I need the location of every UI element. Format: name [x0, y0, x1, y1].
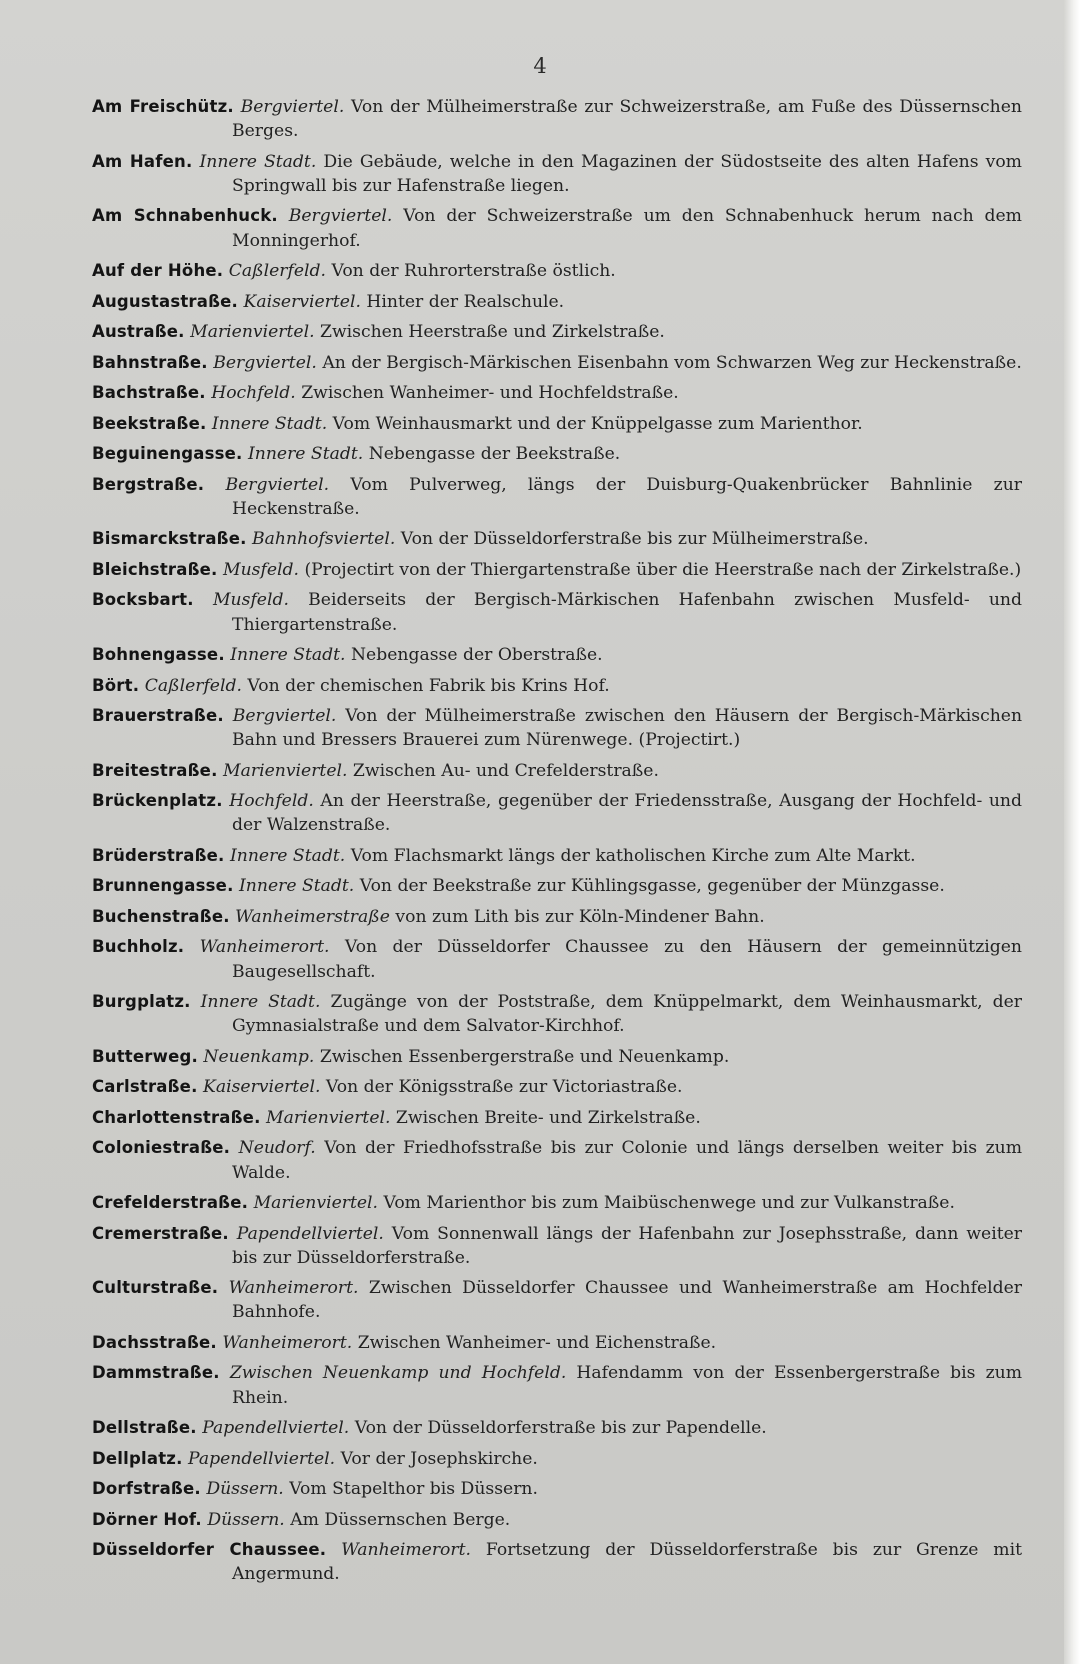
entry-description: von zum Lith bis zur Köln-Mindener Bahn.: [395, 906, 765, 927]
directory-entry: [92, 320, 1022, 344]
directory-entry: [92, 1538, 1022, 1586]
directory-entry: [92, 473, 1022, 521]
directory-entry: [92, 1106, 1022, 1130]
street-name: Buchholz.: [92, 937, 185, 957]
street-name: Beguinengasse.: [92, 444, 243, 464]
directory-entry: [92, 150, 1022, 198]
directory-entry: [92, 643, 1022, 667]
district-name: Papendellviertel.: [188, 1448, 336, 1469]
street-name: Düsseldorfer Chaussee.: [92, 1540, 327, 1560]
district-name: Wanheimerort.: [222, 1332, 353, 1353]
directory-entry: [92, 527, 1022, 551]
district-name: Caßlerfeld.: [144, 675, 242, 696]
entry-description: Zugänge von der Poststraße, dem Knüppelmarkt, dem Weinhausmarkt, der Gymnasialstraße und dem Salvator-Kirchhof.: [232, 992, 1022, 1037]
district-name: Musfeld.: [222, 559, 299, 580]
street-name: Brunnengasse.: [92, 876, 234, 896]
entry-description: Vom Sonnenwall längs der Hafenbahn zur Josephsstraße, dann weiter bis zur Düsseldorferstraße.: [232, 1223, 1022, 1268]
street-name: Am Freischütz.: [92, 97, 234, 116]
page-number: 4: [533, 54, 547, 78]
directory-entry: [92, 1222, 1022, 1270]
directory-entry: [92, 588, 1022, 636]
street-name: Butterweg.: [92, 1046, 198, 1066]
district-name: Bahnhofsviertel.: [252, 529, 396, 550]
street-name: Crefelderstraße.: [92, 1193, 249, 1213]
street-name: Coloniestraße.: [92, 1138, 231, 1158]
directory-entry: [92, 290, 1022, 314]
directory-entry: [92, 905, 1022, 929]
street-name: Beekstraße.: [92, 413, 207, 433]
entry-description: Beiderseits der Bergisch-Märkischen Hafenbahn zwischen Musfeld- und Thiergartenstraße.: [232, 590, 1022, 635]
entry-description: Zwischen Breite- und Zirkelstraße.: [395, 1107, 701, 1128]
street-name: Culturstraße.: [92, 1278, 219, 1298]
entry-description: Zwischen Düsseldorfer Chaussee und Wanheimerstraße am Hochfelder Bahnhofe.: [232, 1278, 1023, 1323]
entry-description: Vom Weinhausmarkt und der Knüppelgasse zum Marienthor.: [332, 413, 863, 434]
directory-entry: [92, 1331, 1022, 1355]
entry-description: Vom Marienthor bis zum Maibüschenwege und zur Vulkanstraße.: [383, 1193, 955, 1214]
directory-entry: [92, 1447, 1022, 1471]
directory-entry: [92, 1045, 1022, 1069]
entry-description: Von der Düsseldorferstraße bis zur Papendelle.: [354, 1418, 767, 1439]
street-name: Bohnengasse.: [92, 645, 225, 665]
street-name: Augustastraße.: [92, 291, 239, 311]
directory-entry: [92, 1477, 1022, 1501]
street-name: Dachsstraße.: [92, 1332, 217, 1352]
district-name: Caßlerfeld.: [228, 261, 327, 282]
district-name: Innere Stadt.: [230, 645, 346, 666]
street-name: Cremerstraße.: [92, 1223, 229, 1243]
entry-description: Vor der Josephskirche.: [340, 1448, 538, 1469]
entry-description: Zwischen Heerstraße und Zirkelstraße.: [320, 322, 665, 343]
directory-entry: [92, 844, 1022, 868]
street-name: Dellplatz.: [92, 1448, 183, 1468]
directory-entry: [92, 759, 1022, 783]
street-name: Charlottenstraße.: [92, 1107, 261, 1127]
district-name: Wanheimerort.: [341, 1540, 471, 1561]
entry-description: Nebengasse der Beekstraße.: [368, 444, 621, 465]
entry-description: Von der Schweizerstraße um den Schnabenhuck herum nach dem Monningerhof.: [232, 206, 1022, 251]
entry-description: Hinter der Realschule.: [366, 291, 565, 312]
district-name: Innere Stadt.: [200, 992, 321, 1013]
directory-entry: [92, 935, 1022, 983]
entry-description: Zwischen Au- und Crefelderstraße.: [352, 760, 659, 781]
entry-description: Vom Flachsmarkt längs der katholischen Kirche zum Alte Markt.: [350, 845, 916, 866]
street-name: Dörner Hof.: [92, 1509, 202, 1529]
street-name: Bismarckstraße.: [92, 529, 247, 549]
street-name: Am Schnabenhuck.: [92, 206, 278, 226]
directory-entry: [92, 874, 1022, 898]
entry-description: Von der Mülheimerstraße zwischen den Häusern der Bergisch-Märkischen Bahn und Bressers Brauerei zum Nürenwege. (Projectirt.): [232, 706, 1023, 751]
entry-description: Vom Pulverweg, längs der Duisburg-Quakenbrücker Bahnlinie zur Heckenstraße.: [232, 474, 1023, 519]
street-directory: [92, 95, 1022, 1593]
directory-entry: [92, 381, 1022, 405]
district-name: Hochfeld.: [229, 791, 314, 812]
street-name: Am Hafen.: [92, 151, 193, 171]
district-name: Papendellviertel.: [236, 1223, 384, 1244]
directory-entry: [92, 789, 1022, 837]
directory-entry: [92, 259, 1022, 283]
entry-description: Von der Düsseldorfer Chaussee zu den Häusern der gemeinnützigen Baugesellschaft.: [232, 937, 1022, 982]
district-name: Neuenkamp.: [203, 1046, 315, 1067]
district-name: Wanheimerort.: [199, 937, 330, 958]
entry-description: Von der Ruhrorterstraße östlich.: [331, 261, 616, 282]
district-name: Bergviertel.: [240, 97, 345, 117]
directory-entry: [92, 1276, 1022, 1324]
directory-entry: [92, 1416, 1022, 1440]
district-name: Marienviertel.: [253, 1193, 379, 1214]
street-name: Auf der Höhe.: [92, 261, 224, 281]
directory-entry: [92, 412, 1022, 436]
district-name: Innere Stadt.: [247, 444, 364, 465]
entry-description: Hafendamm von der Essenbergerstraße bis zum Rhein.: [232, 1363, 1022, 1408]
directory-entry: [92, 351, 1022, 375]
entry-description: Zwischen Essenbergerstraße und Neuenkamp.: [319, 1046, 730, 1067]
district-name: Bergviertel.: [225, 474, 330, 495]
entry-description: Von der Beekstraße zur Kühlingsgasse, gegenüber der Münzgasse.: [359, 876, 945, 897]
district-name: Neudorf.: [238, 1138, 316, 1159]
district-name: Innere Stadt.: [211, 413, 328, 434]
directory-entry: [92, 442, 1022, 466]
district-name: Marienviertel.: [190, 322, 315, 343]
entry-description: Zwischen Wanheimer- und Eichenstraße.: [357, 1332, 717, 1353]
entry-description: Vom Stapelthor bis Düssern.: [289, 1479, 538, 1500]
page-edge: [1064, 0, 1080, 1664]
directory-entry: [92, 704, 1022, 752]
street-name: Bahnstraße.: [92, 352, 208, 372]
district-name: Innere Stadt.: [239, 876, 355, 897]
street-name: Dellstraße.: [92, 1418, 197, 1438]
street-name: Brückenplatz.: [92, 791, 223, 811]
entry-description: An der Bergisch-Märkischen Eisenbahn vom Schwarzen Weg zur Heckenstraße.: [322, 352, 1022, 373]
directory-entry: [92, 204, 1022, 252]
street-name: Bachstraße.: [92, 383, 206, 403]
district-name: Musfeld.: [212, 590, 289, 611]
entry-description: Fortsetzung der Düsseldorferstraße bis zur Grenze mit Angermund.: [232, 1540, 1022, 1585]
directory-entry: [92, 558, 1022, 582]
district-name: Düssern.: [206, 1479, 284, 1500]
street-name: Burgplatz.: [92, 992, 191, 1012]
street-name: Breitestraße.: [92, 760, 218, 780]
directory-entry: [92, 990, 1022, 1038]
street-name: Dorfstraße.: [92, 1479, 201, 1499]
street-name: Buchenstraße.: [92, 906, 230, 926]
entry-description: Von der chemischen Fabrik bis Krins Hof.: [247, 675, 610, 696]
entry-description: Von der Friedhofsstraße bis zur Colonie und längs derselben weiter bis zum Walde.: [232, 1138, 1022, 1183]
entry-description: Von der Düsseldorferstraße bis zur Mülheimerstraße.: [400, 529, 869, 550]
directory-entry: [92, 674, 1022, 698]
directory-entry: [92, 95, 1022, 143]
district-name: Düssern.: [207, 1509, 285, 1530]
district-name: Bergviertel.: [213, 352, 317, 373]
street-name: Austraße.: [92, 322, 185, 342]
street-name: Dammstraße.: [92, 1363, 220, 1383]
entry-description: (Projectirt von der Thiergartenstraße über die Heerstraße nach der Zirkelstraße.): [304, 559, 1022, 580]
street-name: Brauerstraße.: [92, 706, 224, 726]
district-name: Hochfeld.: [211, 383, 296, 404]
district-name: Kaiserviertel.: [203, 1077, 321, 1098]
district-name: Bergviertel.: [288, 206, 393, 227]
district-name: Marienviertel.: [223, 760, 348, 781]
district-name: Innere Stadt.: [229, 845, 346, 866]
street-name: Bört.: [92, 675, 140, 695]
entry-description: Von der Königsstraße zur Victoriastraße.: [325, 1077, 683, 1098]
street-name: Carlstraße.: [92, 1077, 198, 1097]
district-name: Bergviertel.: [232, 706, 337, 727]
street-name: Brüderstraße.: [92, 845, 225, 865]
district-name: Wanheimerort.: [228, 1278, 359, 1299]
directory-entry: [92, 1075, 1022, 1099]
district-name: Zwischen Neuenkamp und Hochfeld.: [229, 1363, 567, 1384]
district-name: Wanheimerstraße: [235, 906, 390, 927]
directory-entry: [92, 1136, 1022, 1184]
entry-description: Von der Mülheimerstraße zur Schweizerstraße, am Fuße des Düssernschen Berges.: [232, 97, 1022, 142]
street-name: Bergstraße.: [92, 474, 205, 494]
entry-description: Nebengasse der Oberstraße.: [351, 645, 603, 666]
directory-entry: [92, 1191, 1022, 1215]
district-name: Marienviertel.: [266, 1107, 391, 1128]
directory-entry: [92, 1361, 1022, 1409]
street-name: Bleichstraße.: [92, 559, 218, 579]
entry-description: Zwischen Wanheimer- und Hochfeldstraße.: [301, 383, 679, 404]
district-name: Papendellviertel.: [202, 1418, 350, 1439]
district-name: Innere Stadt.: [199, 151, 317, 172]
directory-entry: [92, 1508, 1022, 1532]
entry-description: An der Heerstraße, gegenüber der Friedensstraße, Ausgang der Hochfeld- und der Walzenstraße.: [232, 791, 1023, 836]
street-name: Bocksbart.: [92, 590, 194, 610]
entry-description: Die Gebäude, welche in den Magazinen der Südostseite des alten Hafens vom Springwall bis zur Hafenstraße liegen.: [232, 151, 1022, 196]
entry-description: Am Düssernschen Berge.: [290, 1509, 511, 1530]
district-name: Kaiserviertel.: [243, 291, 361, 312]
